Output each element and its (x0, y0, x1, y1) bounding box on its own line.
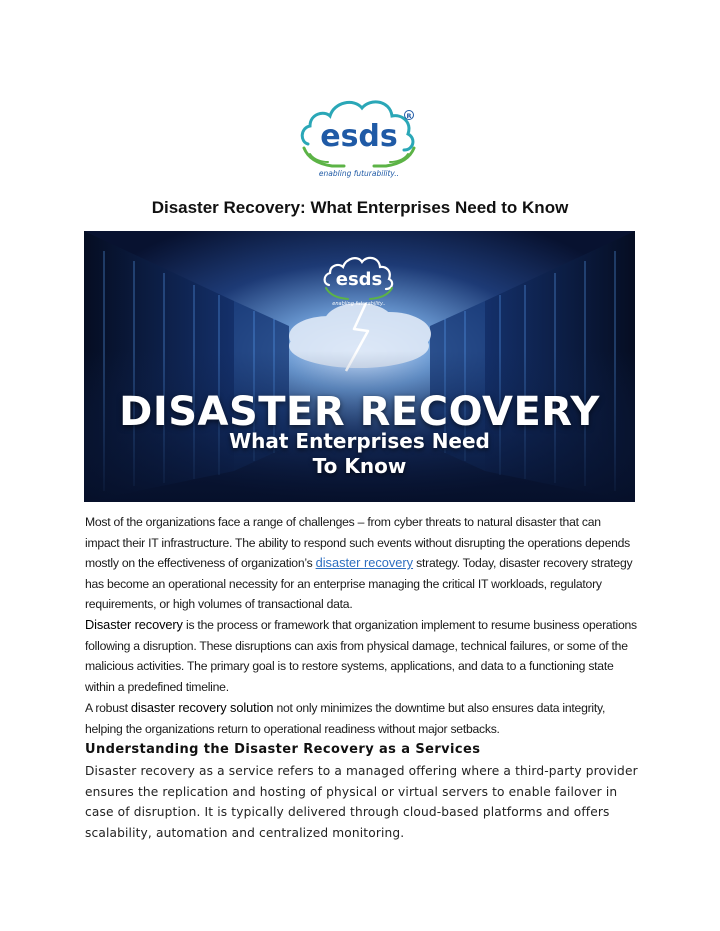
banner-logo-wordmark: esds (335, 269, 383, 290)
banner-esds-logo (322, 251, 396, 307)
solution-text-start: A robust (85, 701, 131, 715)
solution-term: disaster recovery solution (130, 700, 274, 715)
solution-paragraph (85, 698, 637, 739)
logo-tagline: enabling futurability.. (318, 169, 400, 178)
hero-banner-image (84, 231, 635, 502)
intro-text-end: strategy. Today, disaster recovery strategy has become an operational necessity for an enterprise managing the critical IT workloads, regulatory requirements, or high volumes of transactional data. (85, 556, 633, 611)
definition-text: is the process or framework that organization implement to resume business operations following a disruption. These disruptions can axis from physical damage, technical failures, or some of the malicious activities. The primary goal is to restore systems, applications, and data to a functioning state within a predefined timeline. (85, 618, 637, 694)
section-body: Disaster recovery as a service refers to a managed offering where a third-party provider ensures the replication and hosting of physical or virtual servers to enable failover in case of disruption. It is typically delivered through cloud-based platforms and offers scalability, automation and centralized monitoring. (85, 764, 638, 840)
document-title: Disaster Recovery: What Enterprises Need to Know (151, 198, 569, 217)
definition-term: Disaster recovery (85, 617, 183, 632)
solution-text-end: not only minimizes the downtime but also ensures data integrity, helping the organizations return to operational readiness without major setbacks. (85, 701, 606, 736)
disaster-recovery-link[interactable]: disaster recovery (315, 555, 414, 570)
banner-logo-tagline: enabling futurability.. (332, 301, 386, 307)
banner-subheading-line1: What Enterprises Need (229, 429, 490, 453)
svg-text:R: R (406, 112, 412, 120)
esds-logo-graphic (298, 92, 422, 180)
intro-text-start: Most of the organizations face a range of challenges – from cyber threats to natural disaster that can impact their IT infrastructure. The ability to respond such events without disrupting the operations depends mostly on the effectiveness of organization’s (85, 515, 631, 570)
banner-heading: DISASTER RECOVERY (119, 389, 600, 435)
logo-wordmark: esds (320, 119, 398, 154)
intro-paragraph (85, 512, 637, 615)
section-heading: Understanding the Disaster Recovery as a Services (85, 742, 481, 757)
banner-subheading (84, 429, 635, 479)
definition-paragraph (85, 615, 637, 697)
banner-subheading-line2: To Know (312, 454, 407, 478)
esds-logo (298, 92, 422, 180)
